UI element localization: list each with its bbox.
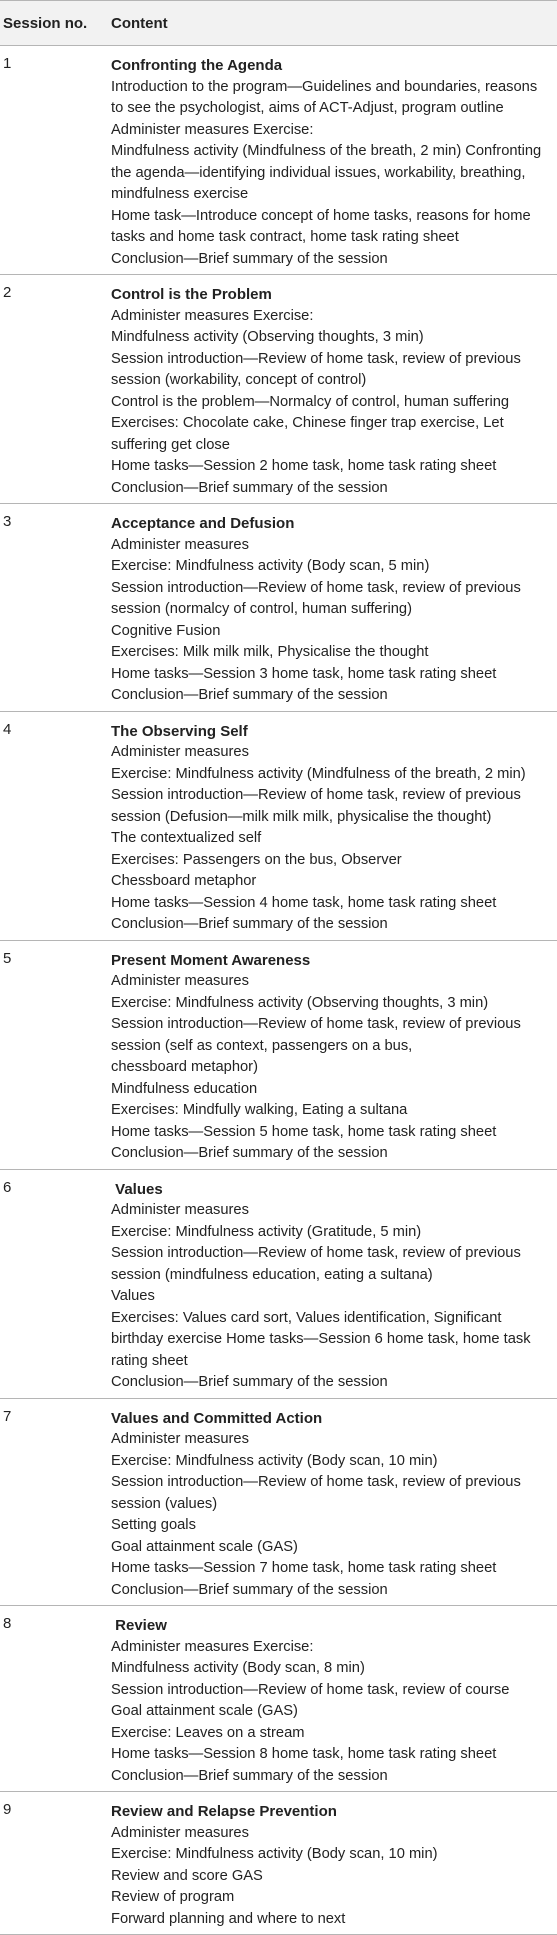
content-line: Administer measures (111, 1202, 249, 1218)
session-number: 3 (3, 513, 12, 530)
content-line: Home tasks—Session 7 home task, home task rating sheet (111, 1560, 497, 1576)
content-line: Exercise: Mindfulness activity (Body scan, 5 min) (111, 558, 430, 574)
content-line: Chessboard metaphor (111, 873, 257, 889)
content-line: Administer measures (111, 536, 249, 553)
session-number: 6 (3, 1178, 12, 1196)
content-line: Home tasks—Session 2 home task, home task rating sheet (111, 458, 497, 474)
content-line: Conclusion—Brief summary of the session (111, 250, 388, 267)
session-content (111, 1606, 557, 1791)
session-content (111, 941, 557, 1169)
content-line: Exercise: Mindfulness activity (Body scan, 10 min) (111, 1452, 438, 1469)
content-line: Values (111, 1288, 155, 1304)
session-number: 5 (3, 949, 12, 967)
session-title: Present Moment Awareness (111, 951, 311, 969)
table-row (0, 1606, 557, 1792)
table-row (0, 712, 557, 941)
content-line: Setting goals (111, 1517, 196, 1533)
session-number: 9 (3, 1801, 12, 1818)
content-line: Administer measures (111, 1824, 249, 1841)
content-line: the agenda—identifying individual issues, workability, breathing, (111, 164, 526, 181)
session-number: 8 (3, 1615, 12, 1632)
session-title: Acceptance and Defusion (111, 515, 295, 532)
content-line: Forward planning and where to next (111, 1910, 346, 1927)
content-line: Conclusion—Brief summary of the session (111, 1374, 388, 1390)
content-line: chessboard metaphor) (111, 1059, 258, 1075)
content-line: Administer measures Exercise: (111, 121, 314, 138)
content-line: Home tasks—Session 8 home task, home task rating sheet (111, 1746, 497, 1762)
session-title: The Observing Self (111, 722, 248, 740)
content-line: Conclusion—Brief summary of the session (111, 1767, 388, 1784)
content-line: Session introduction—Review of home task, review of previous (111, 350, 521, 367)
content-line: Session introduction—Review of home task, review of previous (111, 1016, 521, 1032)
table-row (0, 941, 557, 1170)
content-line: Conclusion—Brief summary of the session (111, 916, 388, 932)
session-content (111, 504, 557, 711)
session-title: Values and Committed Action (111, 1409, 323, 1427)
content-line: Conclusion—Brief summary of the session (111, 1581, 388, 1598)
content-line: Conclusion—Brief summary of the session (111, 1145, 388, 1161)
content-line: Review and score GAS (111, 1867, 263, 1884)
content-line: Conclusion—Brief summary of the session (111, 479, 388, 496)
content-line: session (self as context, passengers on a bus, (111, 1037, 413, 1054)
content-line: suffering get close (111, 436, 230, 453)
table-row (0, 46, 557, 275)
content-line: Conclusion—Brief summary of the session (111, 687, 388, 703)
session-content (111, 1399, 557, 1606)
content-line: Administer measures Exercise: (111, 1638, 314, 1655)
content-line: The contextualized self (111, 830, 262, 846)
content-line: Home tasks—Session 4 home task, home task rating sheet (111, 894, 497, 911)
content-line: Home task—Introduce concept of home tasks, reasons for home (111, 207, 531, 224)
table-row (0, 1170, 557, 1399)
content-line: to see the psychologist, aims of ACT-Adjust, program outline (111, 100, 504, 116)
session-content (111, 1170, 557, 1398)
session-content (111, 275, 557, 503)
content-line: Exercises: Chocolate cake, Chinese finger trap exercise, Let (111, 415, 504, 431)
content-line: Exercises: Values card sort, Values identification, Significant (111, 1309, 502, 1326)
content-line: session (values) (111, 1495, 218, 1512)
content-line: Mindfulness activity (Mindfulness of the breath, 2 min) Confronting (111, 143, 542, 159)
session-title: Control is the Problem (111, 286, 272, 303)
content-line: Exercise: Mindfulness activity (Observing thoughts, 3 min) (111, 994, 489, 1011)
content-line: session (mindfulness education, eating a sultana) (111, 1266, 433, 1283)
content-line: Administer measures (111, 744, 249, 760)
content-line: Administer measures (111, 973, 249, 989)
content-line: Home tasks—Session 3 home task, home task rating sheet (111, 665, 497, 682)
content-line: Session introduction—Review of home task, review of previous (111, 1245, 521, 1261)
session-number: 4 (3, 720, 12, 738)
table-body (0, 46, 557, 1935)
content-line: tasks and home task contract, home task rating sheet (111, 229, 459, 245)
session-number: 2 (3, 284, 12, 301)
content-line: Session introduction—Review of home task, review of previous (111, 1474, 521, 1490)
session-title: Values (111, 1180, 163, 1198)
session-title: Confronting the Agenda (111, 57, 283, 74)
table-row (0, 1792, 557, 1935)
content-line: Exercise: Mindfulness activity (Gratitude, 5 min) (111, 1223, 422, 1240)
content-line: Administer measures Exercise: (111, 307, 314, 324)
session-content (111, 712, 557, 940)
content-line: Control is the problem—Normalcy of control, human suffering (111, 393, 510, 410)
content-line: Exercise: Mindfulness activity (Mindfulness of the breath, 2 min) (111, 765, 526, 782)
content-line: Home tasks—Session 5 home task, home task rating sheet (111, 1123, 497, 1140)
header-session-no: Session no. (3, 14, 88, 32)
content-line: Mindfulness education (111, 1080, 258, 1097)
content-line: session (workability, concept of control) (111, 372, 367, 388)
content-line: Exercises: Milk milk milk, Physicalise the thought (111, 644, 429, 660)
content-line: Goal attainment scale (GAS) (111, 1538, 298, 1555)
content-line: Goal attainment scale (GAS) (111, 1703, 298, 1719)
content-line: Review of program (111, 1889, 235, 1905)
content-line: Exercises: Mindfully walking, Eating a sultana (111, 1102, 408, 1118)
content-line: Mindfulness activity (Body scan, 8 min) (111, 1660, 365, 1676)
content-line: Cognitive Fusion (111, 622, 221, 639)
content-line: birthday exercise Home tasks—Session 6 home task, home task (111, 1331, 531, 1347)
content-line: Exercise: Leaves on a stream (111, 1724, 305, 1741)
content-line: Exercises: Passengers on the bus, Observer (111, 851, 402, 868)
session-content (111, 46, 557, 274)
content-line: Introduction to the program—Guidelines and boundaries, reasons (111, 78, 538, 95)
content-line: Session introduction—Review of home task, review of previous (111, 787, 521, 803)
table-row (0, 1399, 557, 1607)
header-content: Content (111, 14, 168, 32)
content-line: session (Defusion—milk milk milk, physicalise the thought) (111, 808, 492, 825)
session-number: 1 (3, 55, 12, 72)
content-line: mindfulness exercise (111, 186, 249, 202)
session-number: 7 (3, 1407, 12, 1425)
content-line: Exercise: Mindfulness activity (Body scan, 10 min) (111, 1846, 438, 1862)
table-header (0, 0, 557, 46)
content-line: session (normalcy of control, human suffering) (111, 601, 412, 617)
content-line: Session introduction—Review of home task, review of previous (111, 579, 521, 596)
content-line: Session introduction—Review of home task, review of course (111, 1681, 510, 1698)
content-line: rating sheet (111, 1352, 188, 1369)
table-row (0, 275, 557, 504)
session-content (111, 1792, 557, 1934)
session-title: Review and Relapse Prevention (111, 1803, 337, 1820)
content-line: Mindfulness activity (Observing thoughts, 3 min) (111, 329, 424, 345)
table-row (0, 504, 557, 712)
session-title: Review (111, 1617, 167, 1634)
content-line: Administer measures (111, 1431, 249, 1447)
